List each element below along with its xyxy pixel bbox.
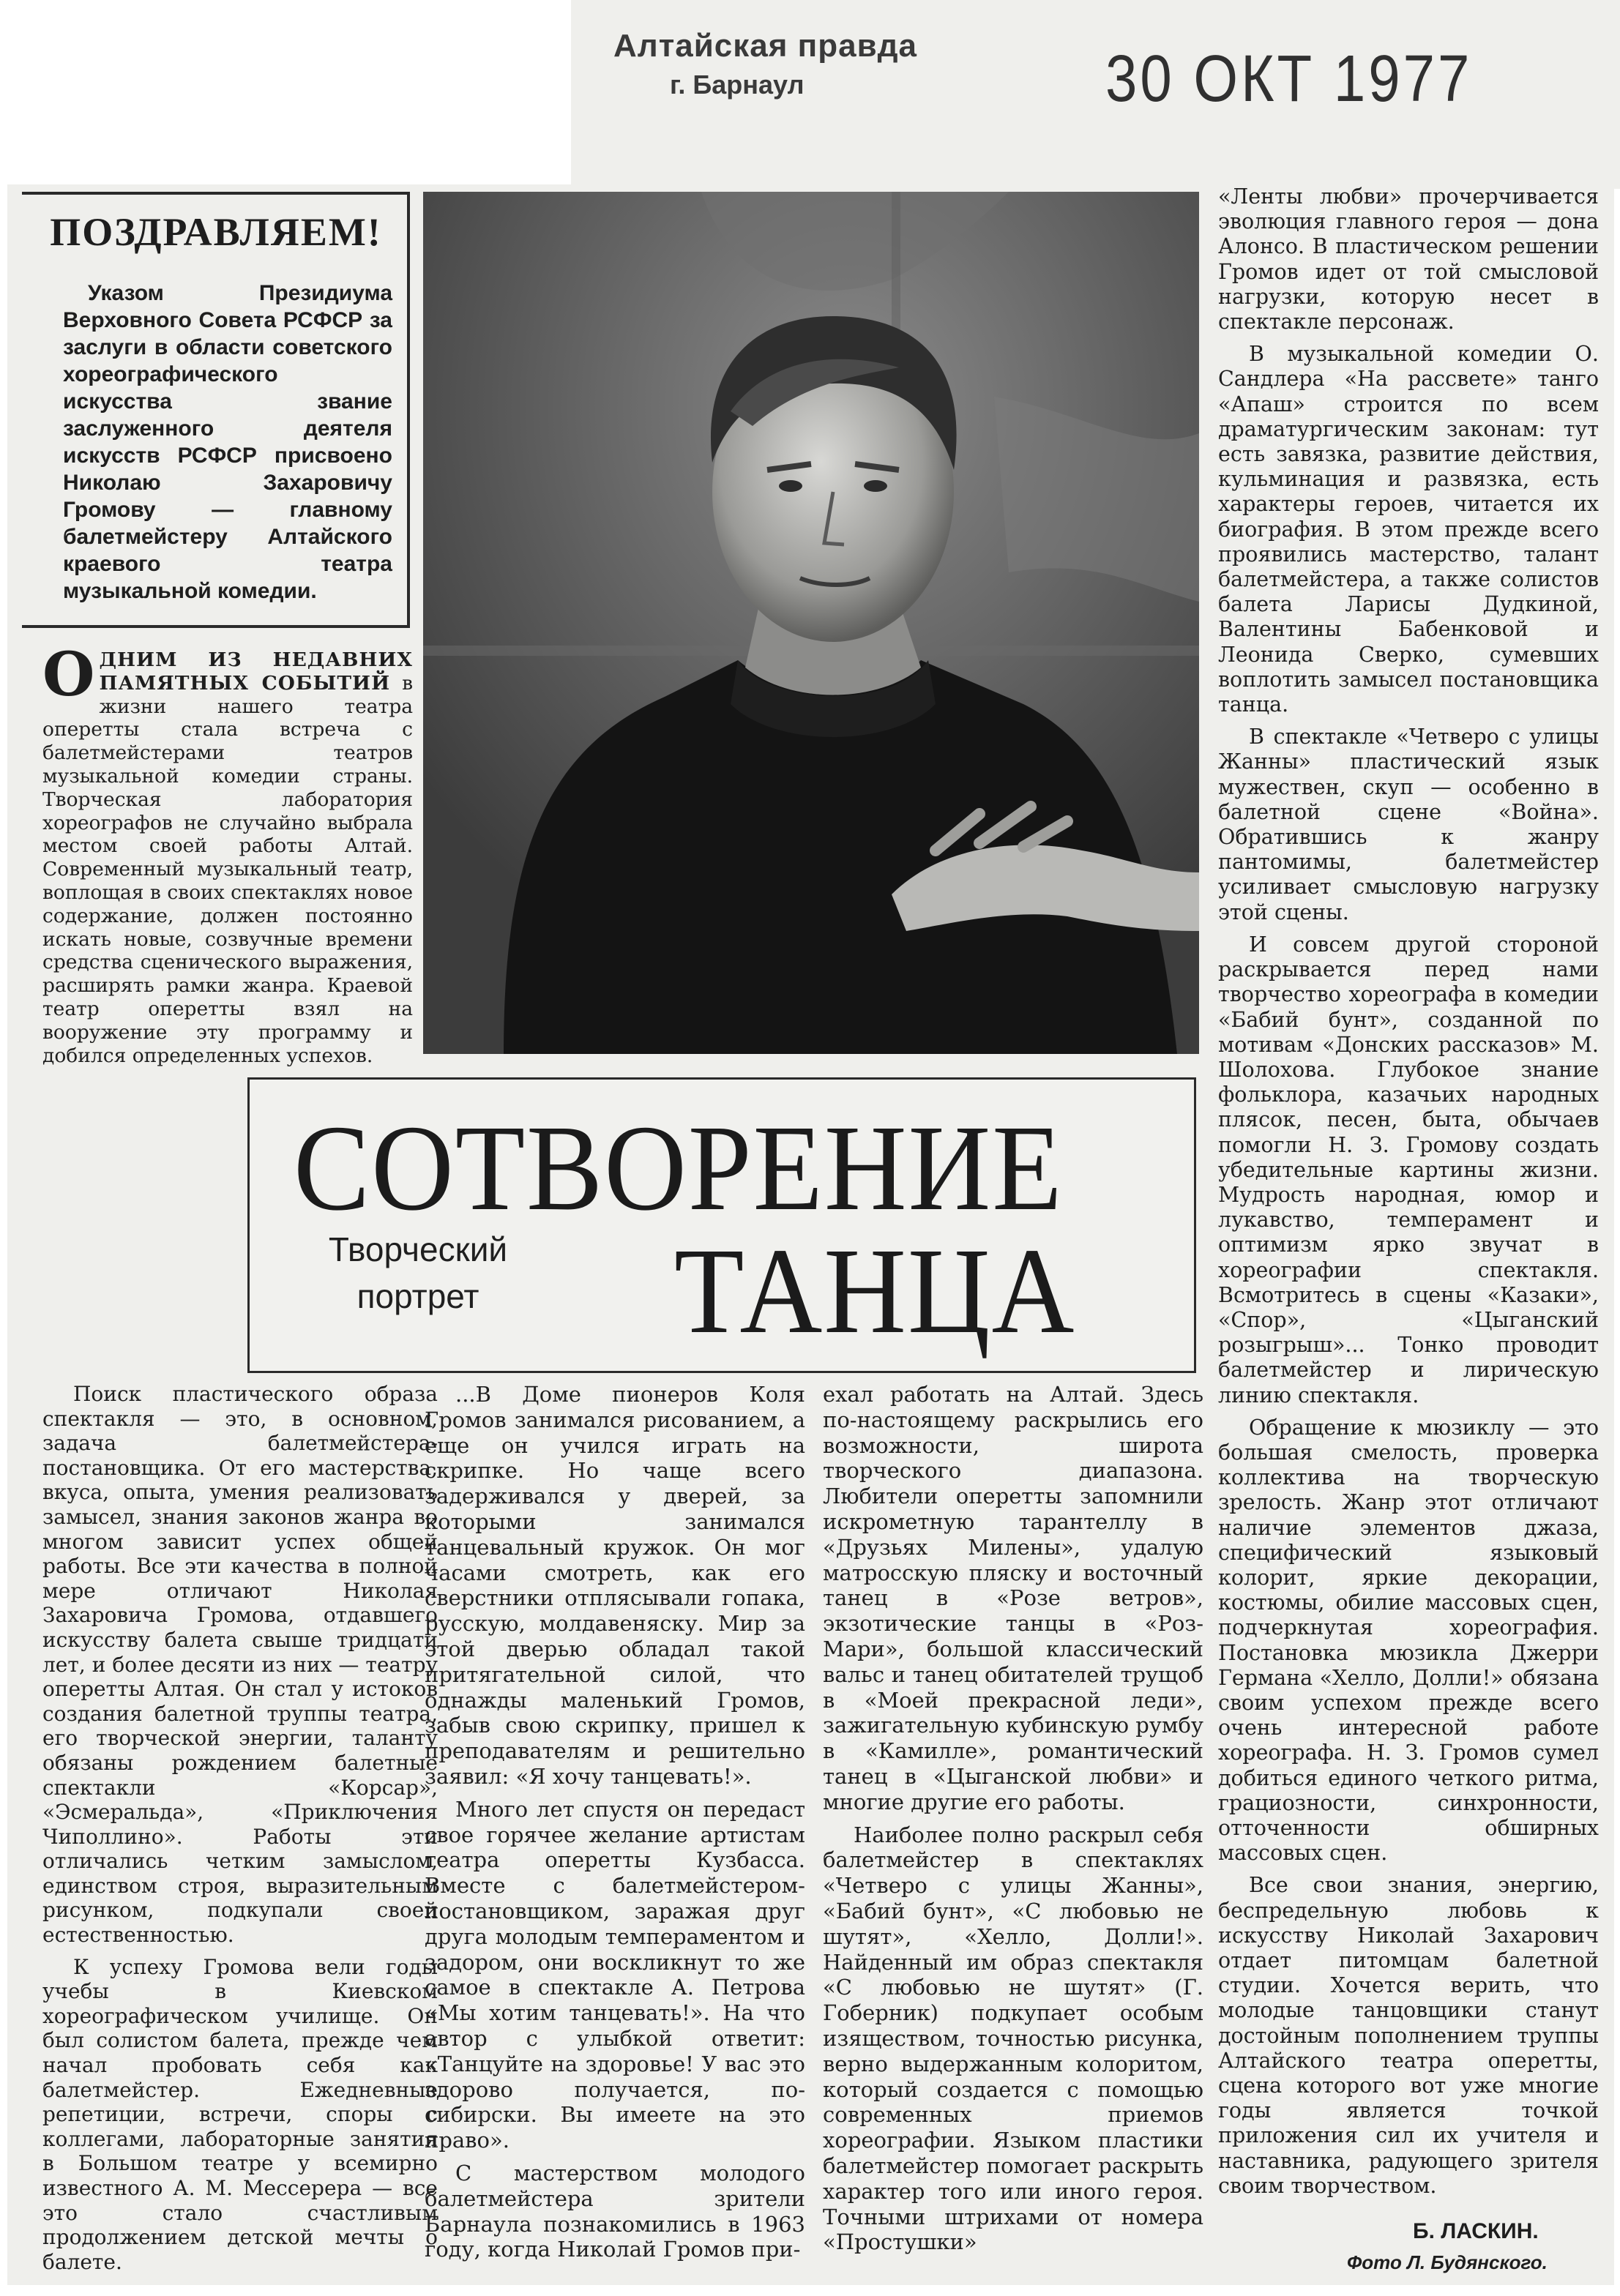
photo-credit: Фото Л. Будянского. <box>1347 2251 1548 2273</box>
congratulations-title: ПОЗДРАВЛЯЕМ! <box>50 210 382 254</box>
col4-paragraph: Все свои знания, энергию, беспредельную любовь к искусству Николай Захарович отдает питомцам балетной студии. Хочется верить, что молодые танцовщики станут достойным пополнением труппы Алтайского театра оперетты, сцена которого вот уже многие годы является точкой приложения сил их учителя и наставника, радующего зрителя своим творчеством. <box>1218 1873 1599 2198</box>
col4-paragraph: И совсем другой стороной раскрывается перед нами творчество хореографа в комедии «Бабий бунт», созданной по мотивам «Донских рассказов» М. Шолохова. Глубокое знание фольклора, казачьих народных плясок, песен, быта, обычаев помогли Н. З. Громову создать убедительные картины жизни. Мудрость народная, юмор и лукавство, темперамент и оптимизм ярко звучат в хореографии спектакля. Всмотритесь в сцены «Казаки», «Спор», «Цыганский розыгрыш»... Тонко проводит балетмейстер и лирическую линию спектакля. <box>1218 932 1599 1407</box>
col1-paragraph: К успеху Громова вели годы учебы в Киевском хореографическом училище. Он был солистом балета, прежде чем начал пробовать себя как балетмейстер. Ежедневные репетиции, встречи, споры с коллегами, лабораторные занятия в Большом театре у всемирно известного А. М. Мессерера — все это стало счастливым продолжением детской мечты о балете. <box>42 1954 438 2274</box>
lead-dropcap: О <box>42 640 95 710</box>
col2-paragraph: Много лет спустя он передаст свое горячее желание артистам театра оперетты Кузбасса. Вместе с балетмейстером-постановщиком, заражая друг друга молодым темпераментом и задором, они воскликнут то же самое в спектакле А. Петрова «Мы хотим танцевать!». На что автор с улыбкой ответит: «Танцуйте на здоровье! У вас это здорово получается, по-сибирски. Вы имеете на это право». <box>425 1796 805 2153</box>
headline-line-2: ТАНЦА <box>674 1223 1076 1359</box>
portrait-image <box>423 192 1199 1054</box>
col3-paragraph: ехал работать на Алтай. Здесь по-настоящему раскрылись его возможности, широта творческого диапазона. Любители оперетты запомнили искрометную тарантеллу в «Друзьях Милены», удалую матросскую пляску и восточный танец в «Розе ветров», экзотические танцы в «Роз-Мари», большой классический вальс и танец обитателей трущоб в «Моей прекрасной леди», зажигательную кубинскую румбу в «Камилле», романтический танец в «Цыганской любви» и многие другие его работы. <box>823 1382 1203 1814</box>
col4-paragraph: В спектакле «Четверо с улицы Жанны» пластический язык мужествен, скуп — особенно в балетной сцене «Война». Обратившись к жанру пантомимы, балетмейстер усиливает смысловую нагрузку этой сцены. <box>1218 725 1599 924</box>
lead-text <box>42 640 413 1067</box>
newspaper-name: Алтайская правда <box>613 28 918 64</box>
lead-paragraph <box>42 640 413 1067</box>
congratulations-box <box>22 192 410 628</box>
column-4 <box>1218 184 1599 2199</box>
newspaper-city: г. Барнаул <box>670 70 805 100</box>
col3-paragraph: Наиболее полно раскрыл себя балетмейстер в спектаклях «Четверо с улицы Жанны», «Бабий бунт», «С любовью не шутят», «Хелло, Долли!». Найденный им образ спектакля «С любовью не шутят» (Г. Гоберник) подкупает особым изяществом, точностью рисунка, верно выдержанным колоритом, который создается с помощью современных приемов хореографии. Языком пластики балетмейстер помогает раскрыть характер того или иного героя. Точными штрихами от номера «Простушки» <box>823 1822 1203 2255</box>
author-signature: Б. ЛАСКИН. <box>1413 2219 1539 2243</box>
col4-paragraph: Обращение к мюзиклу — это большая смелость, проверка коллектива на творческую зрелость. Жанр этот отличают наличие элементов джаза, специфический языковый колорит, яркие декорации, костюмы, обилие массовых сцен, подчеркнутая хореография. Постановка мюзикла Джерри Германа «Хелло, Долли!» обязана своим успехом прежде всего очень интересной работе хореографа. Н. З. Громов сумел добиться единого четкого ритма, грациозности, синхронности, отточенности обширных массовых сцен. <box>1218 1415 1599 1866</box>
portrait-photo <box>423 192 1199 1054</box>
lead-body: в жизни нашего театра оперетты стала встреча с балетмейстерами театров музыкальной комедии страны. Творческая лаборатория хореографов не случайно выбрала местом своей работы Алтай. Современный музыкальный театр, воплощая в своих спектаклях новое содержание, должен постоянно искать новые, созвучные времени средства сценического выражения, расширять рамки жанра. Краевой театр оперетты взял на вооружение эту программу и добился определенных успехов. <box>42 671 413 1067</box>
column-1 <box>42 1382 438 2274</box>
col1-paragraph: Поиск пластического образа спектакля — это, в основном, задача балетмейстера-постановщика. От его мастерства, вкуса, опыта, умения реализовать замысел, знания законов жанра во многом зависит успех общей работы. Все эти качества в полной мере отличают Николая Захаровича Громова, отдавшего искусству балета свыше тридцати лет, и более десяти из них — театру оперетты Алтая. Он стал у истоков создания балетной труппы театра, его творческой энергии, таланту обязаны рождением балетные спектакли «Корсар», «Эсмеральда», «Приключения Чиполлино». Работы эти отличались четким замыслом, единством строя, выразительным рисунком, подкупали своей естественностью. <box>42 1382 438 1948</box>
col4-paragraph: «Ленты любви» прочерчивается эволюция главного героя — дона Алонсо. В пластическом решении Громов идет от той смысловой нагрузки, которую несет в спектакле персонаж. <box>1218 184 1599 334</box>
column-2 <box>425 1382 805 2262</box>
headline-box <box>247 1077 1196 1373</box>
col2-paragraph: С мастерством молодого балетмейстера зрители Барнаула познакомились в 1963 году, когда Николай Громов при- <box>425 2160 805 2262</box>
col2-paragraph: ...В Доме пионеров Коля Громов занимался рисованием, а еще он учился играть на скрипке. Но чаще всего задерживался у дверей, за которыми занимался танцевальный кружок. Он мог часами смотреть, как его сверстники отплясывали гопака, русскую, молдавеняску. Мир за этой дверью обладал такой притягательной силой, что однажды маленький Громов, забыв свою скрипку, пришел к преподавателям и решительно заявил: «Я хочу танцевать!». <box>425 1382 805 1789</box>
rubric <box>301 1226 535 1320</box>
rubric-line-1: Творческий <box>328 1230 508 1268</box>
clipping-date: 30 ОКТ 1977 <box>1105 41 1473 116</box>
congratulations-text: Указом Президиума Верховного Совета РСФСР за заслуги в области советского хореографического искусства звание заслуженного деятеля искусств РСФСР присвоено Николаю Захаровичу Громову — главному балетмейстеру Алтайского краевого театра музыкальной комедии. <box>63 281 392 603</box>
rubric-line-2: портрет <box>357 1277 479 1315</box>
col4-paragraph: В музыкальной комедии О. Сандлера «На рассвете» танго «Апаш» строится по всем драматургическим законам: тут есть завязка, развитие действия, кульминация и развязка, есть характеры героев, читается их биография. В этом прежде всего проявились мастерство, талант балетмейстера, а также солистов балета Ларисы Дудкиной, Валентины Бабенковой и Леонида Сверко, сумевших воплотить замысел постановщика танца. <box>1218 342 1599 717</box>
lead-caps: ДНИМ ИЗ НЕДАВНИХ ПАМЯТНЫХ СОБЫТИЙ <box>99 648 413 695</box>
headline-line-1: СОТВОРЕНИЕ <box>294 1100 1064 1236</box>
column-3 <box>823 1382 1203 2255</box>
